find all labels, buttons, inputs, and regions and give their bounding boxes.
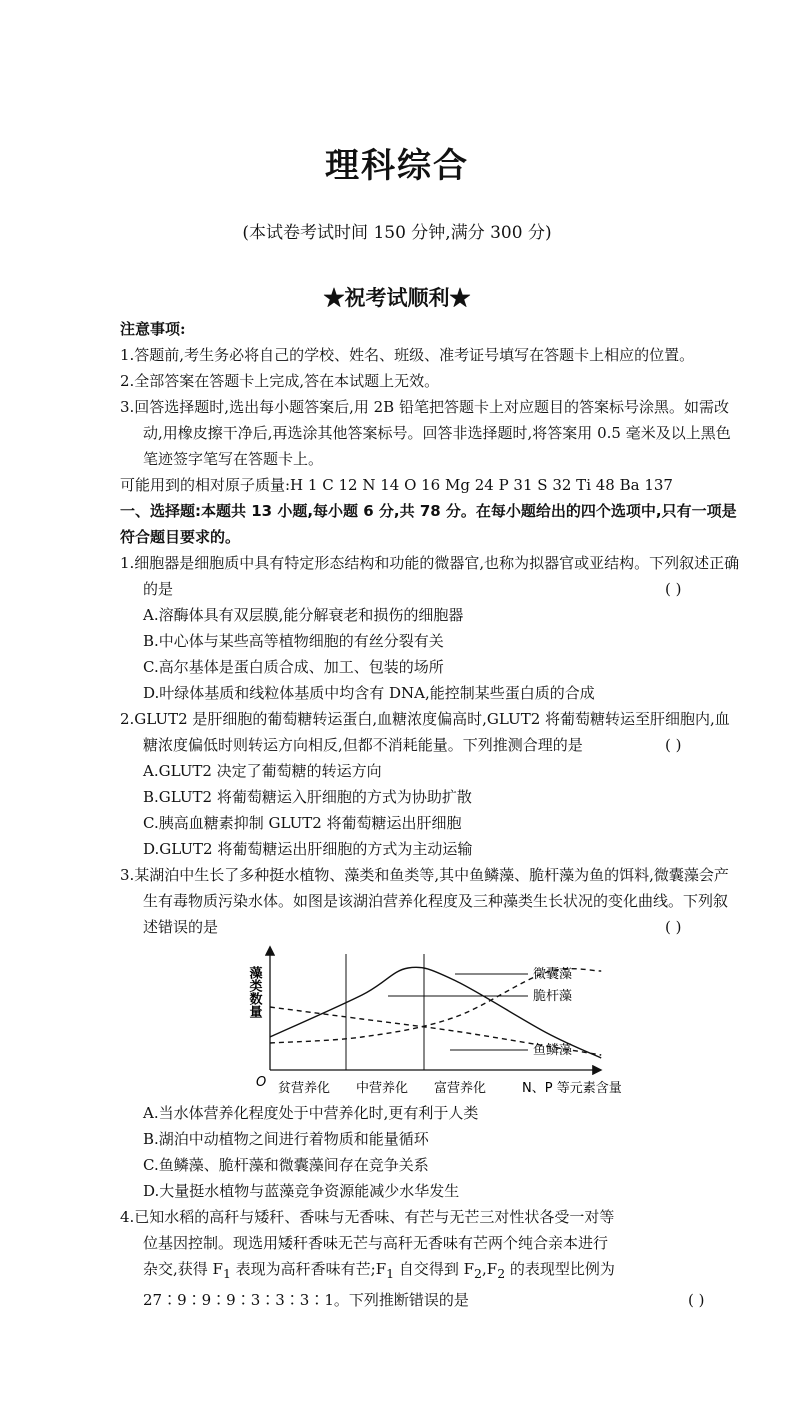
q4-sub: 2 xyxy=(497,1266,506,1281)
question-2-option-d: D.GLUT2 将葡萄糖运出肝细胞的方式为主动运输 xyxy=(143,840,473,858)
q4-text: 27∶9∶9∶9∶3∶3∶3∶1。下列推断错误的是 xyxy=(143,1291,469,1309)
page-title: 理科综合 xyxy=(325,146,469,186)
x-region-label: 中营养化 xyxy=(356,1081,409,1096)
q4-sub: 1 xyxy=(386,1266,395,1281)
question-4-line xyxy=(120,1256,740,1287)
answer-blank: ( ) xyxy=(665,918,682,936)
algae-chart-svg xyxy=(120,940,740,1100)
question-2-option-c: C.胰高血糖素抑制 GLUT2 将葡萄糖运出肝细胞 xyxy=(143,814,462,832)
q4-sub: 1 xyxy=(222,1266,231,1281)
q4-text: 的表现型比例为 xyxy=(505,1260,615,1278)
answer-blank: ( ) xyxy=(688,1291,705,1309)
question-1-stem xyxy=(120,550,740,602)
question-2-option-b: B.GLUT2 将葡萄糖运入肝细胞的方式为协助扩散 xyxy=(143,788,472,806)
question-2-stem xyxy=(120,706,740,758)
question-3-option-a: A.当水体营养化程度处于中营养化时,更有利于人类 xyxy=(143,1104,479,1122)
question-3-stem xyxy=(120,862,740,940)
answer-blank: ( ) xyxy=(665,580,682,598)
question-1-option-b: B.中心体与某些高等植物细胞的有丝分裂有关 xyxy=(143,632,444,650)
question-stem-text: 1.细胞器是细胞质中具有特定形态结构和功能的微器官,也称为拟器官或亚结构。下列叙述正确的是 xyxy=(120,554,740,598)
question-4-line: 位基因控制。现选用矮秆香味无芒与高秆无香味有芒两个纯合亲本进行 xyxy=(143,1234,609,1252)
question-3-option-c: C.鱼鳞藻、脆杆藻和微囊藻间存在竞争关系 xyxy=(143,1156,429,1174)
algae-chart xyxy=(120,940,740,1100)
y-axis-label: 藻类数量 xyxy=(246,966,262,1018)
question-stem-text: 3.某湖泊中生长了多种挺水植物、藻类和鱼类等,其中鱼鳞藻、脆杆藻为鱼的饵料,微囊藻会产生有毒物质污染水体。如图是该湖泊营养化程度及三种藻类生长状况的变化曲线。下列叙述错误的是 xyxy=(120,866,729,936)
q4-text: 自交得到 F xyxy=(394,1260,475,1278)
question-1-option-c: C.高尔基体是蛋白质合成、加工、包装的场所 xyxy=(143,658,444,676)
notice-item: 1.答题前,考生务必将自己的学校、姓名、班级、准考证号填写在答题卡上相应的位置。 xyxy=(120,346,695,364)
question-4-line xyxy=(120,1287,740,1313)
notice-item: 2.全部答案在答题卡上完成,答在本试题上无效。 xyxy=(120,372,440,390)
question-4-line: 4.已知水稻的高秆与矮秆、香味与无香味、有芒与无芒三对性状各受一对等 xyxy=(120,1208,615,1226)
q4-sub: 2 xyxy=(474,1266,482,1281)
x-region-label: 富营养化 xyxy=(434,1081,487,1096)
question-1-option-a: A.溶酶体具有双层膜,能分解衰老和损伤的细胞器 xyxy=(143,606,464,624)
notice-heading: 注意事项: xyxy=(120,320,186,338)
answer-blank: ( ) xyxy=(665,736,682,754)
series-label-cuiganzao: 脆杆藻 xyxy=(533,989,573,1004)
question-stem-text: 2.GLUT2 是肝细胞的葡萄糖转运蛋白,血糖浓度偏高时,GLUT2 将葡萄糖转运至肝细胞内,血糖浓度偏低时则转运方向相反,但都不消耗能量。下列推测合理的是 xyxy=(120,710,730,754)
question-3-option-b: B.湖泊中动植物之间进行着物质和能量循环 xyxy=(143,1130,429,1148)
origin-label: O xyxy=(256,1075,267,1090)
series-label-weinangzao: 微囊藻 xyxy=(533,967,573,982)
exam-time-note: (本试卷考试时间 150 分钟,满分 300 分) xyxy=(242,223,552,243)
q4-text: ,F xyxy=(482,1260,498,1278)
x-region-label: 贫营养化 xyxy=(278,1081,331,1096)
question-3-option-d: D.大量挺水植物与蓝藻竞争资源能减少水华发生 xyxy=(143,1182,460,1200)
x-axis-label: N、P 等元素含量 xyxy=(522,1081,622,1096)
notice-item: 3.回答选择题时,选出每小题答案后,用 2B 铅笔把答题卡上对应题目的答案标号涂黑。如需改动,用橡皮擦干净后,再选涂其他答案标号。回答非选择题时,将答案用 0.5 毫米及以上黑色笔迹签字笔写在答题卡上。 xyxy=(120,398,731,468)
question-2-option-a: A.GLUT2 决定了葡萄糖的转运方向 xyxy=(143,762,382,780)
atomic-masses: 可能用到的相对原子质量:H 1 C 12 N 14 O 16 Mg 24 P 31 S 32 Ti 48 Ba 137 xyxy=(120,476,673,494)
section-one-heading: 一、选择题:本题共 13 小题,每小题 6 分,共 78 分。在每小题给出的四个选项中,只有一项是符合题目要求的。 xyxy=(120,502,737,546)
series-label-yulinzao: 鱼鳞藻 xyxy=(533,1043,573,1058)
exam-content xyxy=(120,316,740,1313)
q4-text: 杂交,获得 F xyxy=(143,1260,223,1278)
q4-text: 表现为高秆香味有芒;F xyxy=(230,1260,387,1278)
good-luck-banner: ★祝考试顺利★ xyxy=(323,285,471,310)
question-1-option-d: D.叶绿体基质和线粒体基质中均含有 DNA,能控制某些蛋白质的合成 xyxy=(143,684,595,702)
